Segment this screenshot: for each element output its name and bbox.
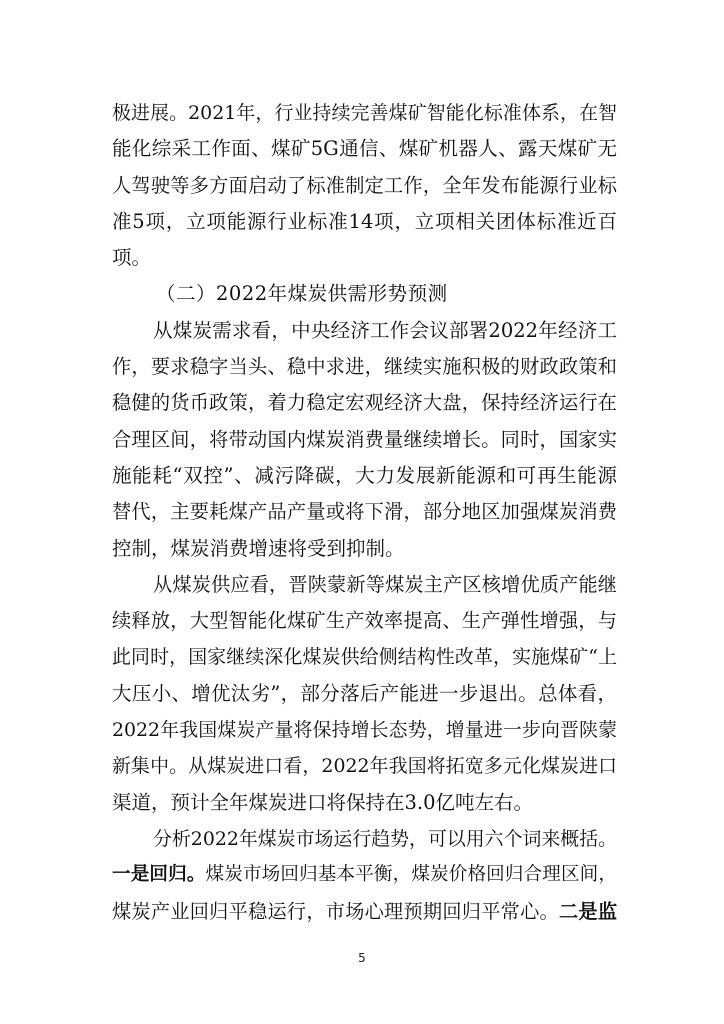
body-line: 能化综采工作面、煤矿5G通信、煤矿机器人、露天煤矿无 bbox=[112, 137, 617, 161]
body-line: 大压小、增优汰劣”，部分落后产能进一步退出。总体看， bbox=[112, 681, 617, 705]
page-number: 5 bbox=[358, 951, 366, 965]
body-line: 续释放，大型智能化煤矿生产效率提高、生产弹性增强，与 bbox=[112, 609, 617, 633]
body-line: 准5项，立项能源行业标准14项，立项相关团体标准近百 bbox=[112, 209, 617, 233]
body-line: 从煤炭需求看，中央经济工作会议部署2022年经济工 bbox=[153, 318, 617, 342]
body-line: 施能耗“双控”、减污降碳，大力发展新能源和可再生能源 bbox=[112, 463, 617, 487]
body-line: 分析2022年煤炭市场运行趋势，可以用六个词来概括。 bbox=[153, 827, 617, 850]
body-line: 新集中。从煤炭进口看，2022年我国将拓宽多元化煤炭进口 bbox=[112, 755, 617, 778]
section-heading: （二）2022年煤炭供需形势预测 bbox=[156, 282, 448, 306]
body-line: 此同时，国家继续深化煤炭供给侧结构性改革，实施煤矿“上 bbox=[112, 646, 617, 669]
body-line bbox=[112, 857, 617, 893]
body-text: 煤炭产业回归平稳运行，市场心理预期回归平常心。 bbox=[112, 899, 559, 923]
body-line: 渠道，预计全年煤炭进口将保持在3.0亿吨左右。 bbox=[112, 790, 534, 814]
bold-lead: 一是回归。 bbox=[112, 864, 206, 886]
body-line: 替代，主要耗煤产品产量或将下滑，部分地区加强煤炭消费 bbox=[112, 500, 617, 524]
bold-lead: 二是监 bbox=[558, 899, 618, 923]
body-line: 稳健的货币政策，着力稳定宏观经济大盘，保持经济运行在 bbox=[112, 391, 617, 415]
body-line: 合理区间，将带动国内煤炭消费量继续增长。同时，国家实 bbox=[112, 427, 617, 451]
body-line: 从煤炭供应看，晋陕蒙新等煤炭主产区核增优质产能继 bbox=[153, 572, 617, 596]
body-line bbox=[112, 894, 617, 930]
body-line: 项。 bbox=[112, 246, 152, 270]
body-text: 煤炭市场回归基本平衡，煤炭价格回归合理区间， bbox=[205, 864, 617, 886]
body-line: 控制，煤炭消费增速将受到抑制。 bbox=[112, 536, 405, 560]
body-line: 极进展。2021年，行业持续完善煤矿智能化标准体系，在智 bbox=[112, 102, 617, 124]
body-line: 作，要求稳字当头、稳中求进，继续实施积极的财政政策和 bbox=[112, 355, 617, 379]
body-line: 人驾驶等多方面启动了标准制定工作，全年发布能源行业标 bbox=[112, 173, 617, 197]
body-line: 2022年我国煤炭产量将保持增长态势，增量进一步向晋陕蒙 bbox=[112, 719, 617, 742]
document-body bbox=[112, 95, 617, 930]
